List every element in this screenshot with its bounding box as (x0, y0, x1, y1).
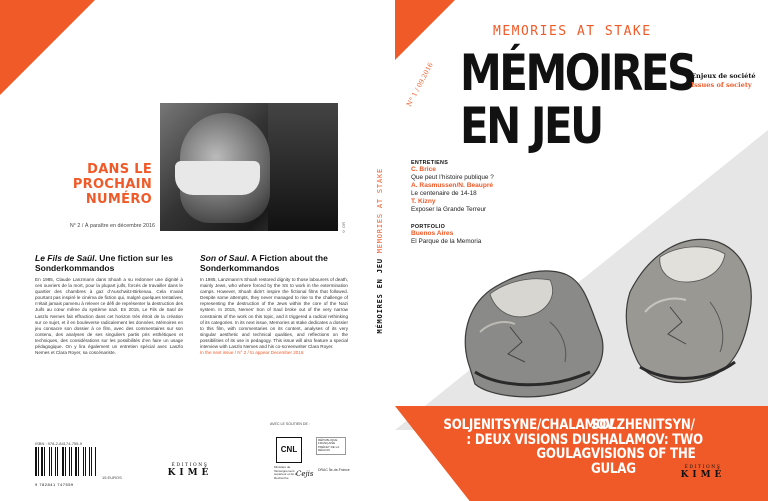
toc-author: T. Kizny (411, 198, 436, 205)
barcode-bar (95, 447, 96, 476)
photo-credit: © DR (341, 222, 346, 234)
drac-logo: DRAC Île-de-France (318, 468, 350, 472)
portfolio-title: El Parque de la Memoria (411, 238, 482, 245)
barcode (35, 447, 97, 482)
barcode-number: 9 782841 747559 (35, 482, 74, 487)
barcode-bar (57, 447, 58, 476)
barcode-bar (62, 447, 64, 476)
spine-text (372, 0, 388, 501)
barcode-bar (51, 447, 52, 476)
issue-number: N° 1 / 09.2016 (405, 61, 435, 108)
film-still-photo (160, 103, 338, 231)
english-blurb (200, 253, 348, 356)
tagline: Enjeux de société Issues of society (691, 72, 756, 89)
barcode-bar (85, 447, 87, 476)
corner-triangle (395, 0, 455, 60)
main-title-line2: EN JEU (460, 97, 602, 155)
barcode-bar (44, 447, 45, 476)
shoe-left (465, 271, 603, 397)
barcode-bar (55, 447, 56, 476)
barcode-bar (71, 447, 72, 476)
barcode-bar (83, 447, 84, 476)
barcode-bar (41, 447, 43, 476)
french-blurb-body: En 1985, Claude Lanzmann dans Shoah a su redonner une dignité à ces ouvriers de la mort, pour la plupart juifs, forcés de travailler dans le quartier des chambres à gaz d’Auschwitz-Birkenau. Cela n’avait pourtant pas inspiré le cinéma de fiction qui, malgré quelques tentatives, n’était jamais parvenu à relever ce défi de représenter la destruction des Juifs au cœur même du système nazi. En 2015, Le Fils de Saül de Laszlo Nemes fait effraction dans cet horizon très étroit de la création sur ce sujet, et il en bouleverse radicalement les données. Mémoires en jeu consacre son dossier à ce film, avec des commentaires sur son contenu, des analyses de ses singuliers partis pris esthétiques et techniques, des considérations sur les possibilités d’en faire un usage pédagogique. On y lira également un entretien spécial avec Laszlo Nemes et Clara Royer, sa coscénariste. (35, 277, 183, 356)
corner-triangle (0, 0, 95, 95)
barcode-bar (65, 447, 66, 476)
french-blurb-title: Le Fils de Saül. Une fiction sur les Sonderkommandos (35, 253, 173, 273)
dossier-title-fr: SOLJENITSYNE/CHALAMOV : DEUX VISIONS DU GOULAG (443, 417, 615, 462)
spine-main-title: MÉMOIRES EN JEU (376, 258, 384, 334)
worn-shoes-illustration (450, 212, 765, 407)
barcode-bar (39, 447, 40, 476)
ministere-logo: Ministère de l’Enseignement supérieur et de la Recherche (274, 465, 298, 480)
barcode-bar (93, 447, 94, 476)
barcode-bar (73, 447, 74, 476)
back-cover (0, 0, 365, 501)
barcode-bar (46, 447, 48, 476)
barcode-bar (53, 447, 55, 476)
barcode-bar (78, 447, 79, 476)
barcode-bar (79, 447, 81, 476)
toc-title: Que peut l’histoire publique ? (411, 174, 494, 181)
cejis-logo: Cejis (296, 470, 314, 478)
republique-francaise-logo: RÉPUBLIQUE FRANÇAISE PRÉFET DE LA RÉGION (316, 437, 346, 455)
spine-sub-title: MEMORIES AT STAKE (376, 167, 384, 253)
toc-author: C. Brice (411, 166, 436, 173)
front-cover (395, 0, 768, 501)
barcode-bar (38, 447, 39, 476)
cnl-logo: CNL (276, 437, 302, 463)
barcode-bar (69, 447, 71, 476)
english-blurb-title: Son of Saul. A Fiction about the Sonderkommandos (200, 253, 328, 273)
shoe-right (626, 239, 751, 382)
english-next-issue: In the next issue / N° 2 / to appear December 2016 (200, 350, 304, 356)
barcode-bar (91, 447, 93, 476)
portfolio-author: Buenos Aires (411, 230, 454, 237)
barcode-bar (87, 447, 88, 476)
barcode-bar (35, 447, 37, 476)
toc-title: Le centenaire de 14-18 (411, 190, 477, 197)
barcode-bar (67, 447, 68, 476)
dossier-title-en: SOLZHENITSYN/ SHALAMOV: TWO VISIONS OF THE GULAG (591, 417, 703, 477)
toc-author: A. Rasmussen/N. Beaupré (411, 182, 494, 189)
toc-title: Exposer la Grande Terreur (411, 206, 487, 213)
publisher-logo-front: ÉDITIONS KIMÉ (680, 465, 726, 480)
portfolio-label: PORTFOLIO (411, 224, 446, 230)
english-blurb-body: In 1985, Lanzmann’s Shoah restored dignity to those labourers of death, mainly Jews, who where forced by the SS to work in the extermination camps. However, Shoah didn’t inspire the fictional films that followed. Despite some attempts, they never managed to rise to the challenge of representing the destruction of the Jews within the core of the Nazi system. In 2015, Nemes’ Son of Saul broke out of the very narrow constraints of the work on this topic, and it triggered a radical rethinking of its categories. In its next issue, Memories at stake dedicates a dossier to this film, with commentaries on its content, analyses of its very singular aesthetic and technical qualities, and reflections on the possibilities of its use in pedagogy. This issue will also feature a special interview with Laszlo Nemes and his co-screenwriter Clara Royer. (200, 277, 348, 350)
publisher-logo-back: ÉDITIONS KIMÉ (167, 463, 213, 478)
memories-at-stake-title: MEMORIES AT STAKE (493, 24, 652, 39)
isbn: ISBN : 978-2-84174-755-9 (35, 441, 82, 446)
support-label: AVEC LE SOUTIEN DE : (270, 422, 310, 426)
main-title-line1: MÉMOIRES (460, 44, 695, 102)
french-blurb (35, 253, 183, 356)
barcode-bar (59, 447, 61, 476)
price: 15 EUROS (102, 475, 122, 480)
barcode-bar (49, 447, 50, 476)
barcode-bar (89, 447, 90, 476)
barcode-bar (75, 447, 77, 476)
next-issue-sub: N° 2 / À paraître en décembre 2016 (69, 223, 155, 229)
entretiens-label: ENTRETIENS (411, 160, 449, 166)
next-issue-title: DANS LE PROCHAIN NUMÉRO (72, 162, 152, 207)
